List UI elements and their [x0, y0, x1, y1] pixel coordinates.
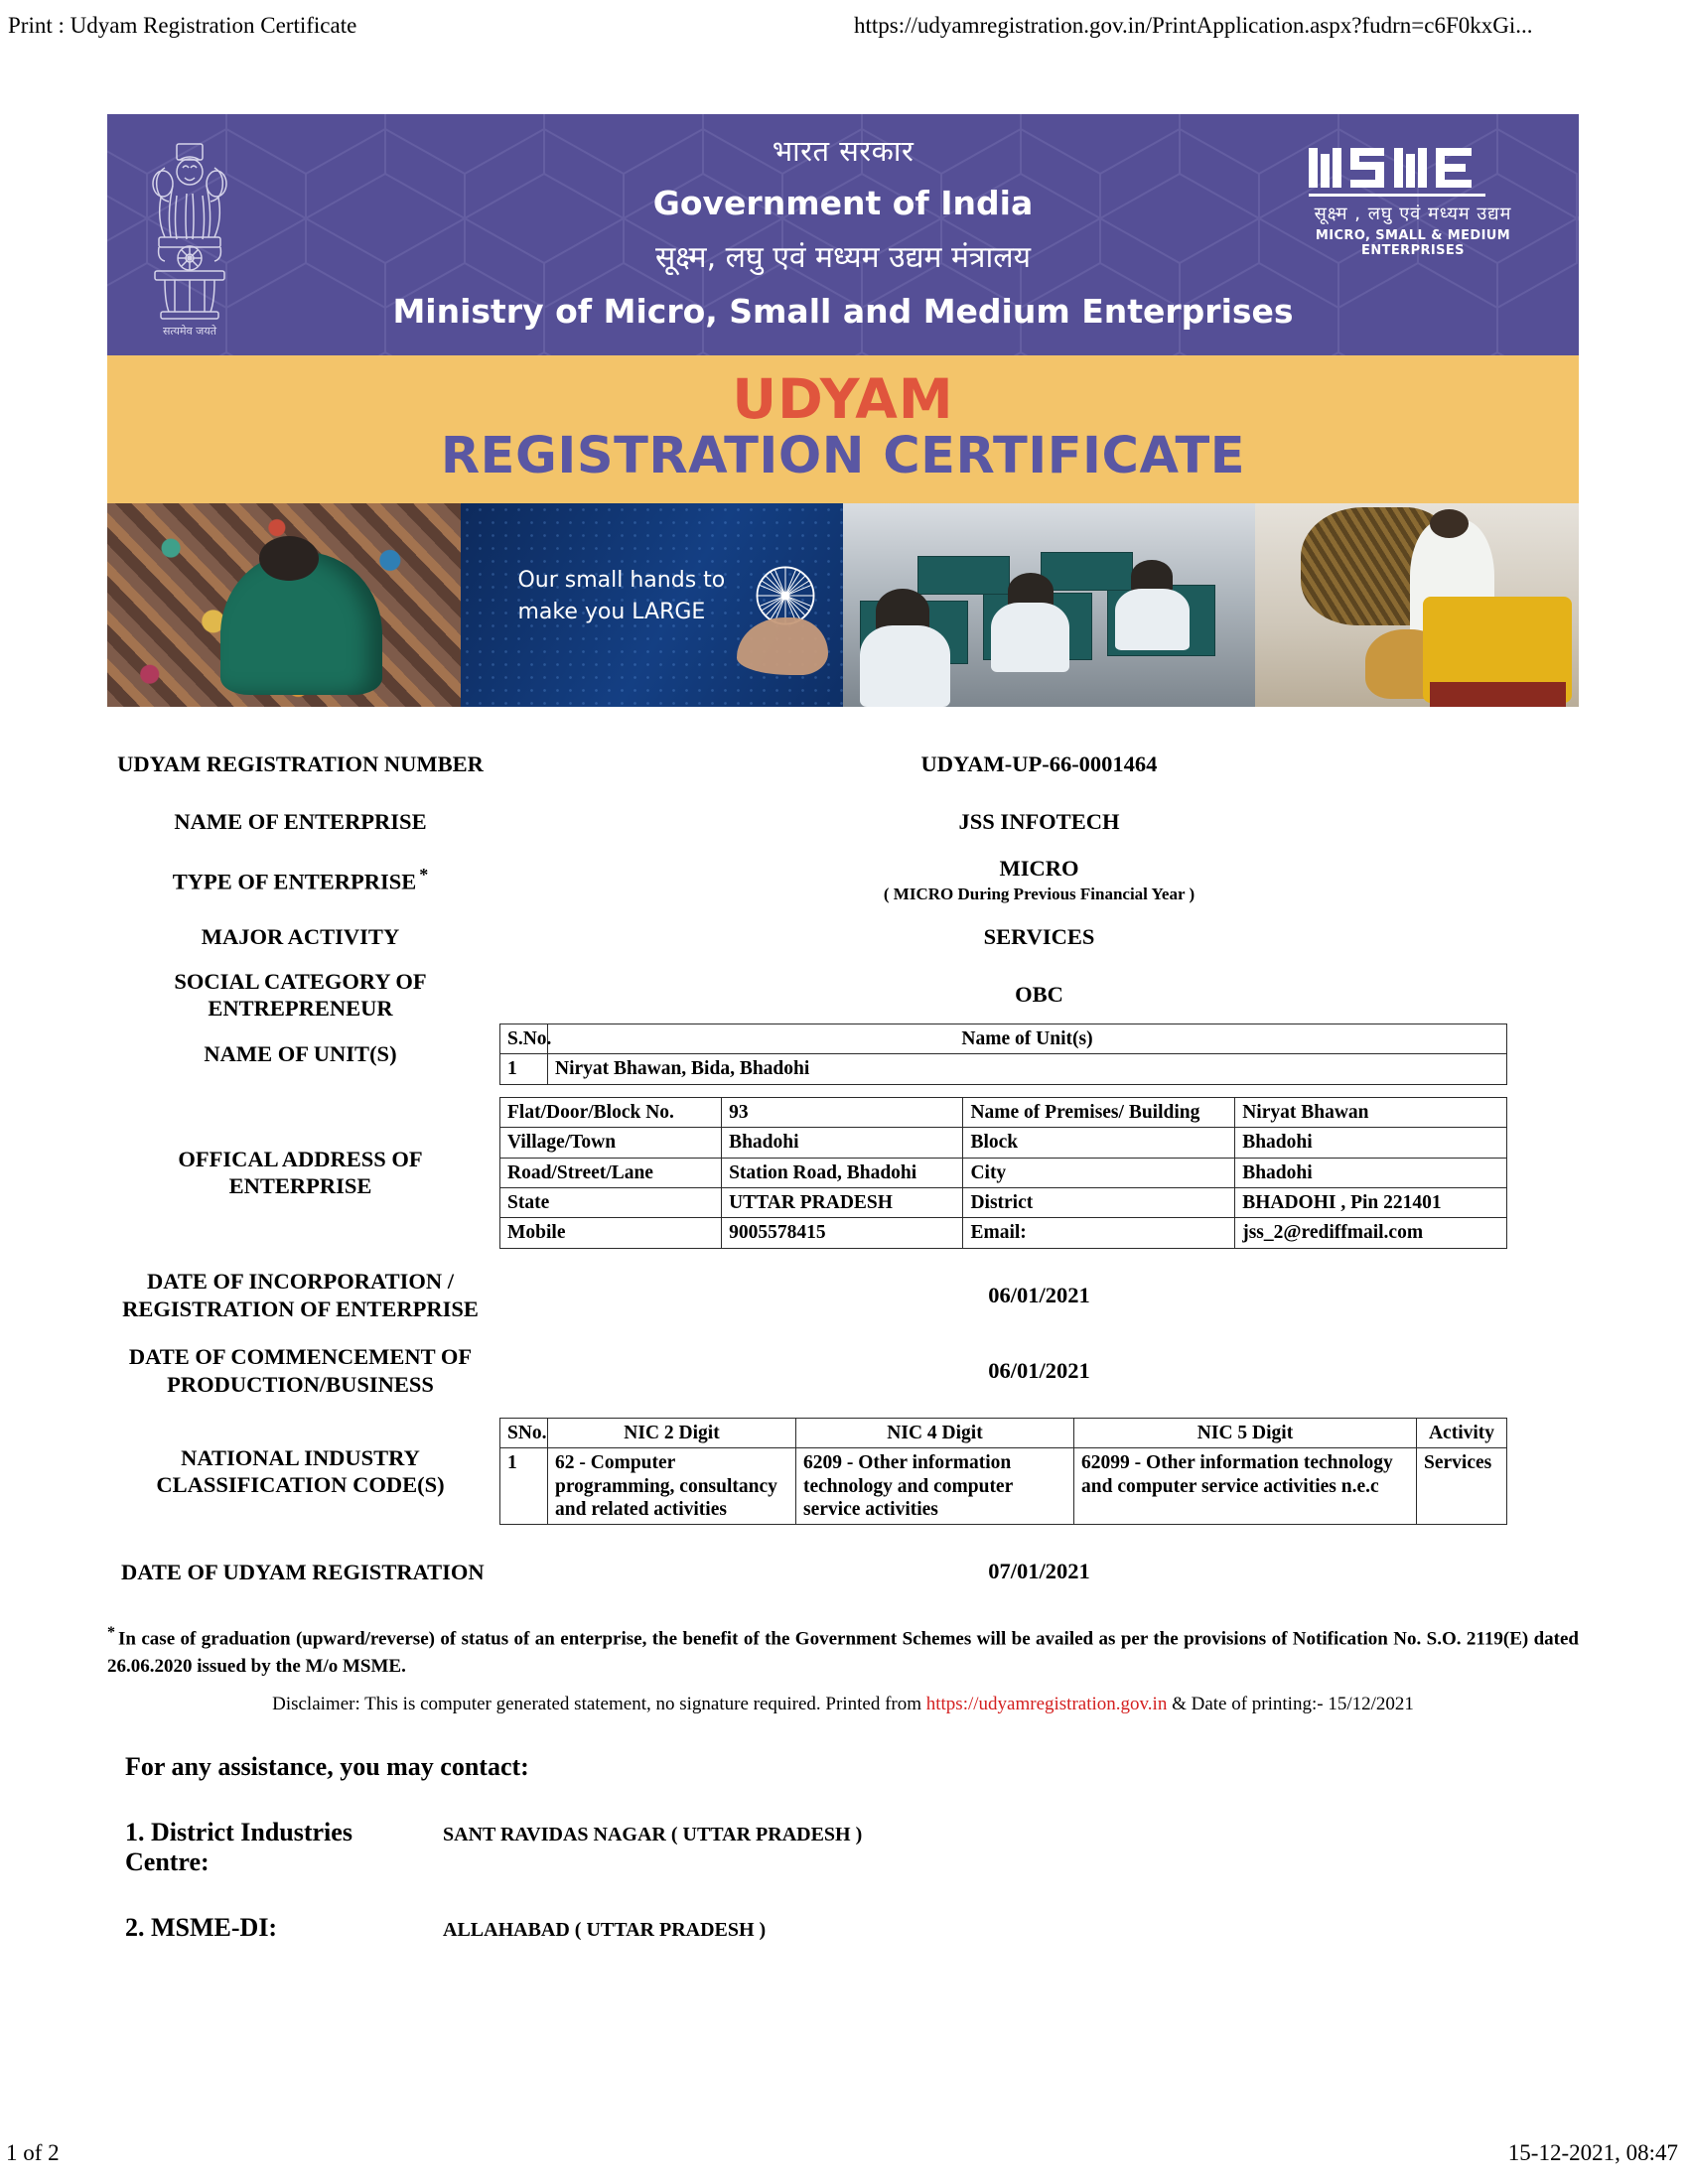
value-date-of-udyam-registration: 07/01/2021 — [988, 1559, 1090, 1584]
row-nic-codes — [107, 1418, 1579, 1526]
assistance-value-msmedi: ALLAHABAD ( UTTAR PRADESH ) — [443, 1919, 767, 1942]
slogan-line-1: Our small hands to — [517, 568, 726, 594]
label-date-of-commencement: DATE OF COMMENCEMENT OF PRODUCTION/BUSINESS — [128, 1344, 473, 1397]
msme-hindi-text: सूक्ष्म , लघु एवं मध्यम उद्यम — [1314, 204, 1512, 224]
value-major-activity: SERVICES — [983, 923, 1095, 949]
nic-table-header-row — [500, 1418, 1507, 1447]
label-udyam-registration-number: UDYAM REGISTRATION NUMBER — [117, 751, 484, 777]
row-udyam-registration-number — [107, 736, 1579, 793]
address-key-mobile: Mobile — [500, 1218, 722, 1248]
assistance-item-dic — [107, 1818, 1579, 1877]
footnote-graduation — [107, 1622, 1579, 1680]
udyam-certificate — [107, 114, 1579, 1943]
certificate-title-band — [107, 355, 1579, 503]
svg-text:सत्यमेव जयते: सत्यमेव जयते — [162, 325, 217, 338]
value-type-of-enterprise-sub: ( MICRO During Previous Financial Year ) — [883, 884, 1196, 903]
address-key-block: Block — [963, 1128, 1235, 1158]
address-value-district: BHADOHI , Pin 221401 — [1235, 1187, 1507, 1217]
print-footer-page: 1 of 2 — [6, 2140, 60, 2165]
address-key-premises: Name of Premises/ Building — [963, 1097, 1235, 1127]
label-type-of-enterprise — [107, 865, 499, 895]
msme-wordmark-icon — [1307, 144, 1520, 200]
label-nic-codes: NATIONAL INDUSTRY CLASSIFICATION CODE(S) — [156, 1444, 445, 1498]
address-value-block: Bhadohi — [1235, 1128, 1507, 1158]
label-date-of-incorporation: DATE OF INCORPORATION / REGISTRATION OF ENTERPRISE — [122, 1269, 479, 1321]
print-header — [0, 0, 1688, 46]
row-major-activity — [107, 908, 1579, 966]
photo-collage-banner — [107, 503, 1579, 707]
address-value-mobile: 9005578415 — [722, 1218, 963, 1248]
label-name-of-enterprise: NAME OF ENTERPRISE — [174, 809, 427, 835]
row-date-of-udyam-registration — [107, 1543, 1579, 1600]
address-value-flat: 93 — [722, 1097, 963, 1127]
row-social-category — [107, 966, 1579, 1024]
nic-header-activity: Activity — [1417, 1418, 1507, 1447]
print-footer — [0, 2140, 1688, 2170]
unit-table — [499, 1024, 1507, 1085]
unit-row-sno: 1 — [500, 1054, 548, 1084]
table-row — [500, 1218, 1507, 1248]
row-date-of-commencement — [107, 1342, 1579, 1400]
label-date-of-udyam-registration: DATE OF UDYAM REGISTRATION — [121, 1559, 485, 1584]
address-value-email: jss_2@rediffmail.com — [1235, 1218, 1507, 1248]
row-type-of-enterprise — [107, 851, 1579, 908]
label-type-of-enterprise-text: TYPE OF ENTERPRISE — [172, 869, 417, 894]
print-header-title: Print : Udyam Registration Certificate — [8, 13, 357, 38]
photo-craftswoman — [107, 503, 461, 707]
row-date-of-incorporation — [107, 1267, 1579, 1324]
table-row — [500, 1448, 1507, 1525]
row-name-of-units — [107, 1024, 1579, 1085]
unit-table-header-name: Name of Unit(s) — [548, 1024, 1507, 1054]
nic-header-4digit: NIC 4 Digit — [796, 1418, 1074, 1447]
udyamregistration-link[interactable]: https://udyamregistration.gov.in — [925, 1693, 1168, 1714]
label-official-address: OFFICAL ADDRESS OF ENTERPRISE — [178, 1146, 423, 1199]
print-header-url: https://udyamregistration.gov.in/PrintApplication.aspx?fudrn=c6F0kxGi... — [854, 13, 1533, 38]
nic-header-2digit: NIC 2 Digit — [548, 1418, 796, 1447]
value-type-of-enterprise — [499, 855, 1579, 904]
photo-craftsman-machine — [1255, 503, 1579, 707]
ministry-hindi-govt: भारत सरकार — [772, 134, 914, 168]
disclaimer — [107, 1693, 1579, 1717]
assistance-section — [107, 1752, 1579, 1943]
photo-office — [843, 503, 1255, 707]
assistance-title: For any assistance, you may contact: — [125, 1752, 529, 1782]
address-value-state: UTTAR PRADESH — [722, 1187, 963, 1217]
address-key-email: Email: — [963, 1218, 1235, 1248]
assistance-value-dic: SANT RAVIDAS NAGAR ( UTTAR PRADESH ) — [443, 1824, 863, 1846]
nic-row-5digit: 62099 - Other information technology and computer service activities n.e.c — [1074, 1448, 1417, 1525]
slogan-line-2: make you LARGE — [517, 600, 706, 625]
nic-row-2digit: 62 - Computer programming, consultancy and related activities — [548, 1448, 796, 1525]
ministry-english-govt: Government of India — [652, 183, 1034, 222]
nic-row-activity: Services — [1417, 1448, 1507, 1525]
ministry-english-name: Ministry of Micro, Small and Medium Enterprises — [392, 292, 1294, 331]
table-row — [500, 1128, 1507, 1158]
nic-header-5digit: NIC 5 Digit — [1074, 1418, 1417, 1447]
label-major-activity: MAJOR ACTIVITY — [201, 924, 400, 950]
msme-english-text: MICRO, SMALL & MEDIUM ENTERPRISES — [1315, 228, 1511, 258]
address-key-village: Village/Town — [500, 1128, 722, 1158]
print-footer-timestamp: 15-12-2021, 08:47 — [1507, 2140, 1678, 2165]
certificate-details — [107, 736, 1579, 1600]
footnote-asterisk: * — [107, 1624, 115, 1642]
assistance-item-msmedi — [107, 1913, 1579, 1943]
nic-row-sno: 1 — [500, 1448, 548, 1525]
unit-table-header-sno: S.No. — [500, 1024, 548, 1054]
label-type-of-enterprise-asterisk: * — [419, 864, 429, 885]
unit-table-header-row — [500, 1024, 1507, 1054]
msme-logo — [1289, 144, 1537, 258]
ministry-banner — [107, 114, 1579, 355]
certificate-title-line1: UDYAM — [732, 367, 954, 431]
value-date-of-commencement: 06/01/2021 — [988, 1357, 1090, 1383]
photo-slogan-panel — [461, 503, 843, 707]
address-value-road: Station Road, Bhadohi — [722, 1158, 963, 1187]
label-social-category: SOCIAL CATEGORY OF ENTREPRENEUR — [174, 968, 427, 1021]
assistance-label-dic: 1. District Industries Centre: — [125, 1818, 352, 1877]
slogan-text — [517, 565, 725, 628]
nic-table — [499, 1418, 1507, 1526]
row-official-address — [107, 1097, 1579, 1249]
nic-header-sno: SNo. — [500, 1418, 548, 1447]
value-udyam-registration-number: UDYAM-UP-66-0001464 — [920, 751, 1158, 776]
disclaimer-suffix: & Date of printing:- 15/12/2021 — [1167, 1693, 1414, 1714]
address-value-city: Bhadohi — [1235, 1158, 1507, 1187]
label-name-of-units: NAME OF UNIT(S) — [204, 1041, 397, 1067]
value-name-of-enterprise: JSS INFOTECH — [958, 808, 1120, 834]
address-value-village: Bhadohi — [722, 1128, 963, 1158]
assistance-label-msmedi: 2. MSME-DI: — [125, 1913, 278, 1943]
table-row — [500, 1158, 1507, 1187]
ministry-hindi-name: सूक्ष्म, लघु एवं मध्यम उद्यम मंत्रालय — [655, 240, 1031, 275]
address-key-city: City — [963, 1158, 1235, 1187]
value-date-of-incorporation: 06/01/2021 — [988, 1282, 1090, 1307]
nic-row-4digit: 6209 - Other information technology and computer service activities — [796, 1448, 1074, 1525]
certificate-title-line2: REGISTRATION CERTIFICATE — [440, 426, 1246, 485]
address-key-state: State — [500, 1187, 722, 1217]
footnote-text: In case of graduation (upward/reverse) of status of an enterprise, the benefit of the Government Schemes will be availed as per the provisions of Notification No. S.O. 2119(E) dated 26.06.2020 issued by the M/o MSME. — [107, 1628, 1579, 1677]
address-key-district: District — [963, 1187, 1235, 1217]
table-row — [500, 1054, 1507, 1084]
table-row — [500, 1097, 1507, 1127]
unit-row-name: Niryat Bhawan, Bida, Bhadohi — [548, 1054, 1507, 1084]
table-row — [500, 1187, 1507, 1217]
address-key-road: Road/Street/Lane — [500, 1158, 722, 1187]
address-value-premises: Niryat Bhawan — [1235, 1097, 1507, 1127]
address-table — [499, 1097, 1507, 1249]
row-name-of-enterprise — [107, 793, 1579, 851]
value-social-category: OBC — [1015, 981, 1063, 1007]
disclaimer-prefix: Disclaimer: This is computer generated statement, no signature required. Printed from — [272, 1693, 926, 1714]
value-type-of-enterprise-main: MICRO — [999, 855, 1079, 881]
address-key-flat: Flat/Door/Block No. — [500, 1097, 722, 1127]
